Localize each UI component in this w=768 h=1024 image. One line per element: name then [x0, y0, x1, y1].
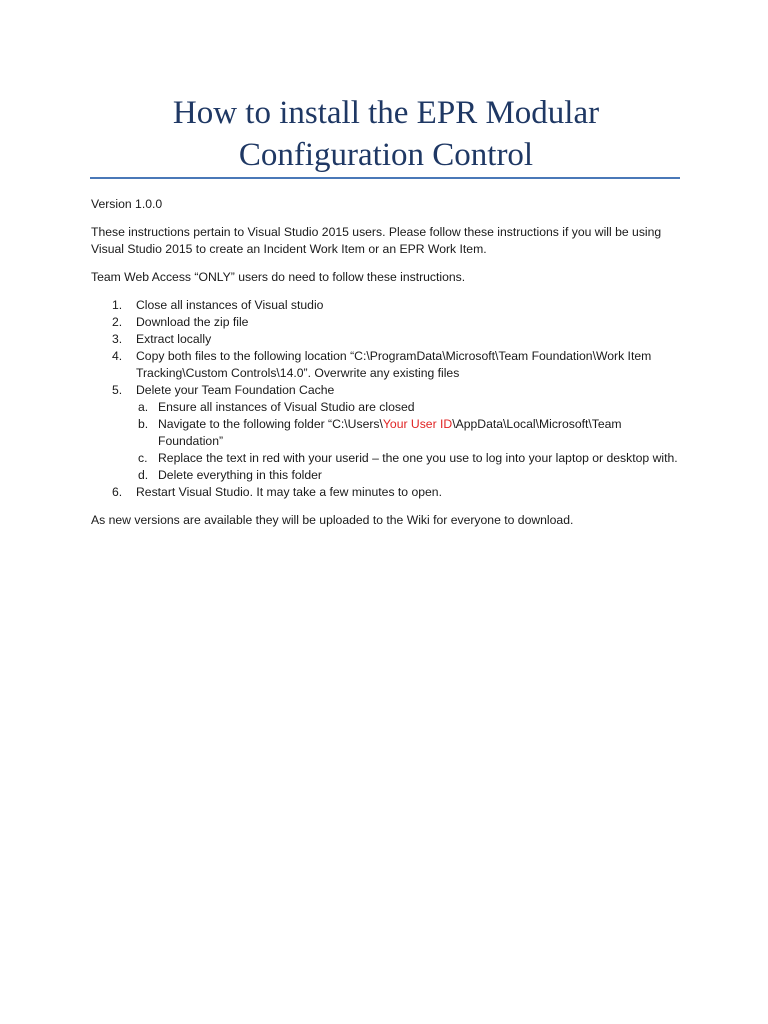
- step-number: 5.: [112, 383, 123, 397]
- substep-item: [136, 399, 681, 416]
- step-number: 3.: [112, 332, 123, 346]
- step-number: 4.: [112, 349, 123, 363]
- intro-paragraph: These instructions pertain to Visual Studio 2015 users. Please follow these instructions if you will be using Visual Studio 2015 to create an Incident Work Item or an EPR Work Item.: [91, 225, 662, 256]
- substep-item: [136, 416, 681, 450]
- step-item: [91, 348, 681, 382]
- substep-letter: b.: [138, 417, 149, 431]
- step-text: Copy both files to the following location “C:\ProgramData\Microsoft\Team Foundation\Work Item Tracking\Custom Controls\14.0”. Overwrite any existing files: [136, 349, 652, 380]
- cache-substeps-list: [136, 399, 681, 484]
- version-text: Version 1.0.0: [91, 197, 163, 211]
- step-text: Download the zip file: [136, 315, 249, 329]
- step-item: [91, 297, 681, 314]
- note-paragraph: Team Web Access “ONLY” users do need to follow these instructions.: [91, 270, 466, 284]
- step-number: 6.: [112, 485, 123, 499]
- substep-item: [136, 450, 681, 467]
- substep-text-after: \AppData\Local\Microsoft\Team Foundation”: [158, 417, 622, 448]
- substep-text: Ensure all instances of Visual Studio are closed: [158, 400, 415, 414]
- user-id-placeholder: Your User ID: [382, 417, 453, 431]
- step-item: [91, 382, 681, 484]
- step-item: [91, 314, 681, 331]
- closing-paragraph: As new versions are available they will be uploaded to the Wiki for everyone to download.: [91, 513, 574, 527]
- step-number: 1.: [112, 298, 123, 312]
- step-number: 2.: [112, 315, 123, 329]
- step-item: [91, 331, 681, 348]
- install-steps-list: [91, 297, 681, 501]
- step-text: Delete your Team Foundation Cache: [136, 383, 335, 397]
- step-text: Close all instances of Visual studio: [136, 298, 324, 312]
- title-underline: [90, 177, 680, 179]
- substep-text: Delete everything in this folder: [158, 468, 322, 482]
- step-text: Extract locally: [136, 332, 212, 346]
- substep-text: Replace the text in red with your userid – the one you use to log into your laptop or desktop with.: [158, 451, 678, 465]
- document-title: How to install the EPR Modular Configuration Control: [172, 95, 600, 173]
- substep-letter: a.: [138, 400, 149, 414]
- substep-letter: d.: [138, 468, 149, 482]
- document-body: [91, 196, 681, 540]
- step-text: Restart Visual Studio. It may take a few minutes to open.: [136, 485, 442, 499]
- substep-item: [136, 467, 681, 484]
- step-item: [91, 484, 681, 501]
- substep-text-before: Navigate to the following folder “C:\Users\: [158, 417, 383, 431]
- substep-letter: c.: [138, 451, 148, 465]
